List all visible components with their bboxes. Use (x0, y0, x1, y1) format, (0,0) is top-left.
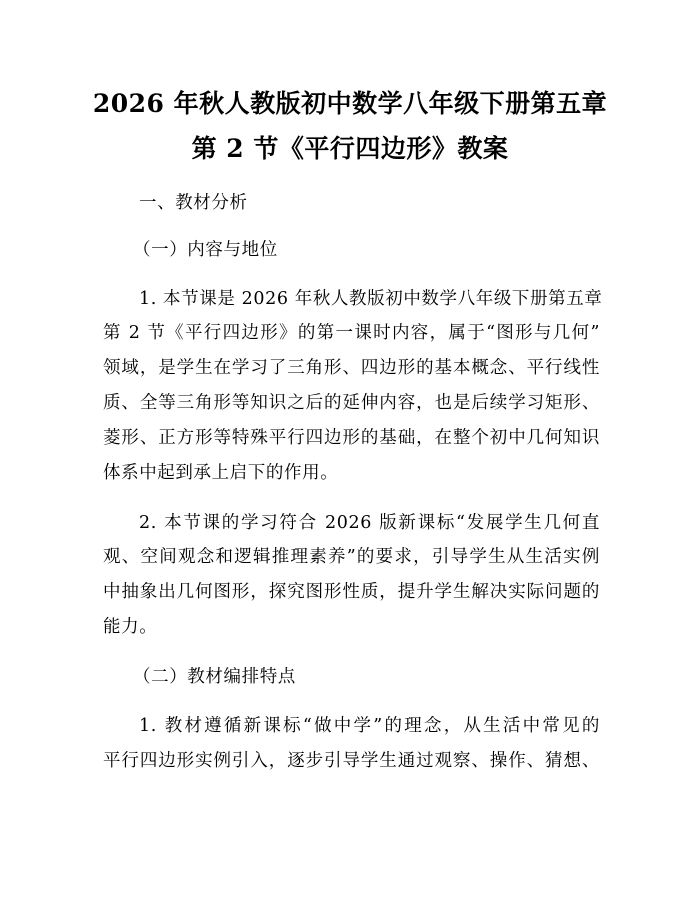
section-heading-teaching-material-analysis: 一、教材分析 (139, 193, 248, 213)
paragraph-1-line: 质、全等三角形等知识之后的延伸内容，也是后续学习矩形、 (103, 393, 600, 413)
paragraph-2-line: 能力。 (103, 617, 158, 637)
paragraph-1-line: 体系中起到承上启下的作用。 (103, 463, 339, 483)
paragraph-2-line: 观、空间观念和逻辑推理素养”的要求，引导学生从生活实例 (103, 547, 600, 567)
paragraph-1-line: 领域，是学生在学习了三角形、四边形的基本概念、平行线性 (103, 358, 600, 378)
paragraph-1-line: 第 2 节《平行四边形》的第一课时内容，属于“图形与几何” (103, 323, 600, 343)
subsection-heading-textbook-features: （二）教材编排特点 (133, 667, 296, 687)
paragraph-2-line: 中抽象出几何图形，探究图形性质，提升学生解决实际问题的 (103, 582, 600, 602)
paragraph-2-line: 2. 本节课的学习符合 2026 版新课标“发展学生几何直 (139, 513, 600, 533)
document-title-line-1: 2026 年秋人教版初中数学八年级下册第五章 (92, 89, 608, 118)
document-title-line-2: 第 2 节《平行四边形》教案 (191, 134, 509, 163)
paragraph-3-line: 1. 教材遵循新课标“做中学”的理念，从生活中常见的 (139, 716, 600, 736)
paragraph-1-line: 1. 本节课是 2026 年秋人教版初中数学八年级下册第五章 (139, 289, 603, 309)
subsection-heading-content-and-position: （一）内容与地位 (133, 240, 278, 260)
paragraph-1-line: 菱形、正方形等特殊平行四边形的基础，在整个初中几何知识 (103, 428, 600, 448)
paragraph-3-line: 平行四边形实例引入，逐步引导学生通过观察、操作、猜想、 (103, 751, 600, 771)
